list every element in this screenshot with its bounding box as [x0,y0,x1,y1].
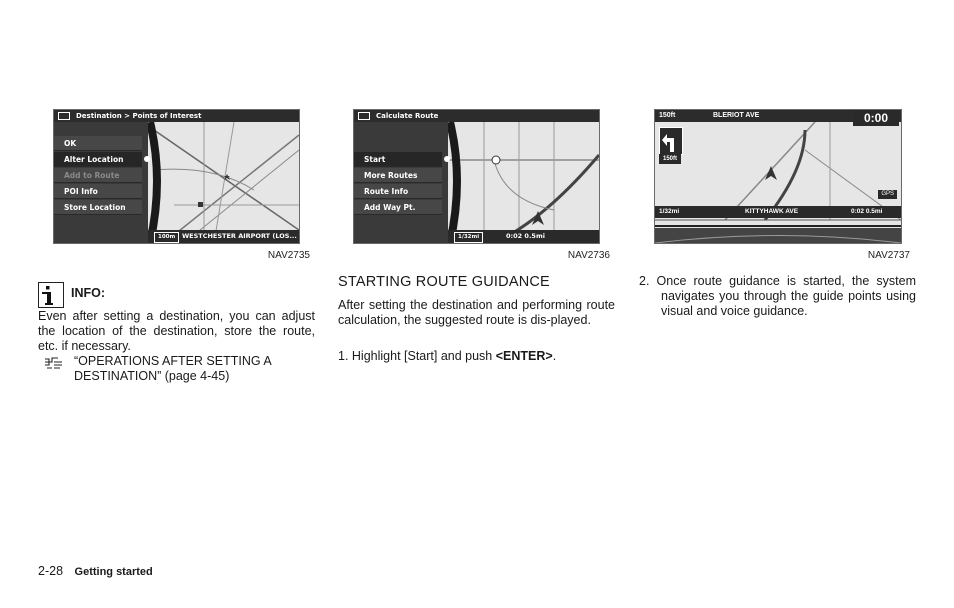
location-name: WESTCHESTER AIRPORT (LOS... [182,232,297,240]
next-street-name: BLERIOT AVE [713,112,760,119]
figure-caption: NAV2736 [567,250,610,261]
menu-item-ok[interactable]: OK [54,136,142,151]
menu-item-add-way-point[interactable]: Add Way Pt. [354,200,442,215]
screen-title-bar [354,110,599,122]
section-name: Getting started [74,566,153,578]
selection-dot-icon [144,156,150,162]
map-scale: 100m [154,232,179,243]
info-icon [38,282,64,308]
map-scale: 1/32mi [454,232,483,243]
screen-title: Calculate Route [376,112,439,120]
enter-key: <ENTER> [495,349,553,363]
destination-icon [58,112,70,120]
screen-menu [54,122,148,243]
step-1-text: 1. Highlight [Start] and push [338,349,496,363]
menu-item-route-info[interactable]: Route Info [354,184,442,199]
figure-poi-menu-screen [53,109,300,244]
clock-display: 0:00 [853,110,899,126]
step-1-end: . [552,349,557,363]
map-background [655,110,901,243]
route-icon [358,112,370,120]
menu-item-more-routes[interactable]: More Routes [354,168,442,183]
turn-distance: 150ft [659,154,681,164]
menu-item-poi-info[interactable]: POI Info [54,184,142,199]
menu-item-label: Alter Location [64,155,124,164]
current-street-name: KITTYHAWK AVE [745,208,799,215]
step-1 [338,349,556,364]
turn-arrow-icon [659,127,683,155]
cross-reference-line-2[interactable]: DESTINATION” (page 4-45) [74,369,230,383]
guidance-bottom-bar [655,206,901,218]
route-time-distance: 0:02 0.5mi [851,208,883,215]
figure-caption: NAV2737 [867,250,910,261]
gps-badge: GPS [878,190,897,199]
menu-item-add-to-route[interactable]: Add to Route [54,168,142,183]
menu-item-alter-location[interactable] [54,152,142,167]
screen-title: Destination > Points of Interest [76,112,202,120]
figure-calculate-route-screen [353,109,600,244]
screen-title-bar [54,110,299,122]
selection-dot-icon [444,156,450,162]
map-scale: 1/32mi [659,208,680,215]
menu-item-label: Start [364,155,386,164]
page-footer [38,564,153,578]
section-heading: STARTING ROUTE GUIDANCE [338,274,550,290]
screen-bottom-bar [448,230,599,243]
cross-reference-line-1[interactable]: “OPERATIONS AFTER SETTING A [74,354,272,368]
step-2: 2. Once route guidance is started, the system navigates you through the guide points using visual and voice guidance. [639,274,916,318]
figure-caption: NAV2735 [267,250,310,261]
reference-icon [44,356,66,370]
info-body: Even after setting a destination, you can adjust the location of the destination, store the route, etc. if necessary. [38,309,315,353]
menu-item-start[interactable] [354,152,442,167]
next-turn-distance: 150ft [659,112,676,119]
menu-item-store-location[interactable]: Store Location [54,200,142,215]
screen-menu [354,122,448,243]
figure-route-guidance-screen [654,109,902,244]
screen-bottom-bar [148,230,299,243]
route-time-distance: 0:02 0.5mi [506,232,545,240]
section-intro: After setting the destination and performing route calculation, the suggested route is dis-played. [338,298,615,327]
info-title: INFO: [71,286,106,300]
page-number: 2-28 [38,564,64,578]
